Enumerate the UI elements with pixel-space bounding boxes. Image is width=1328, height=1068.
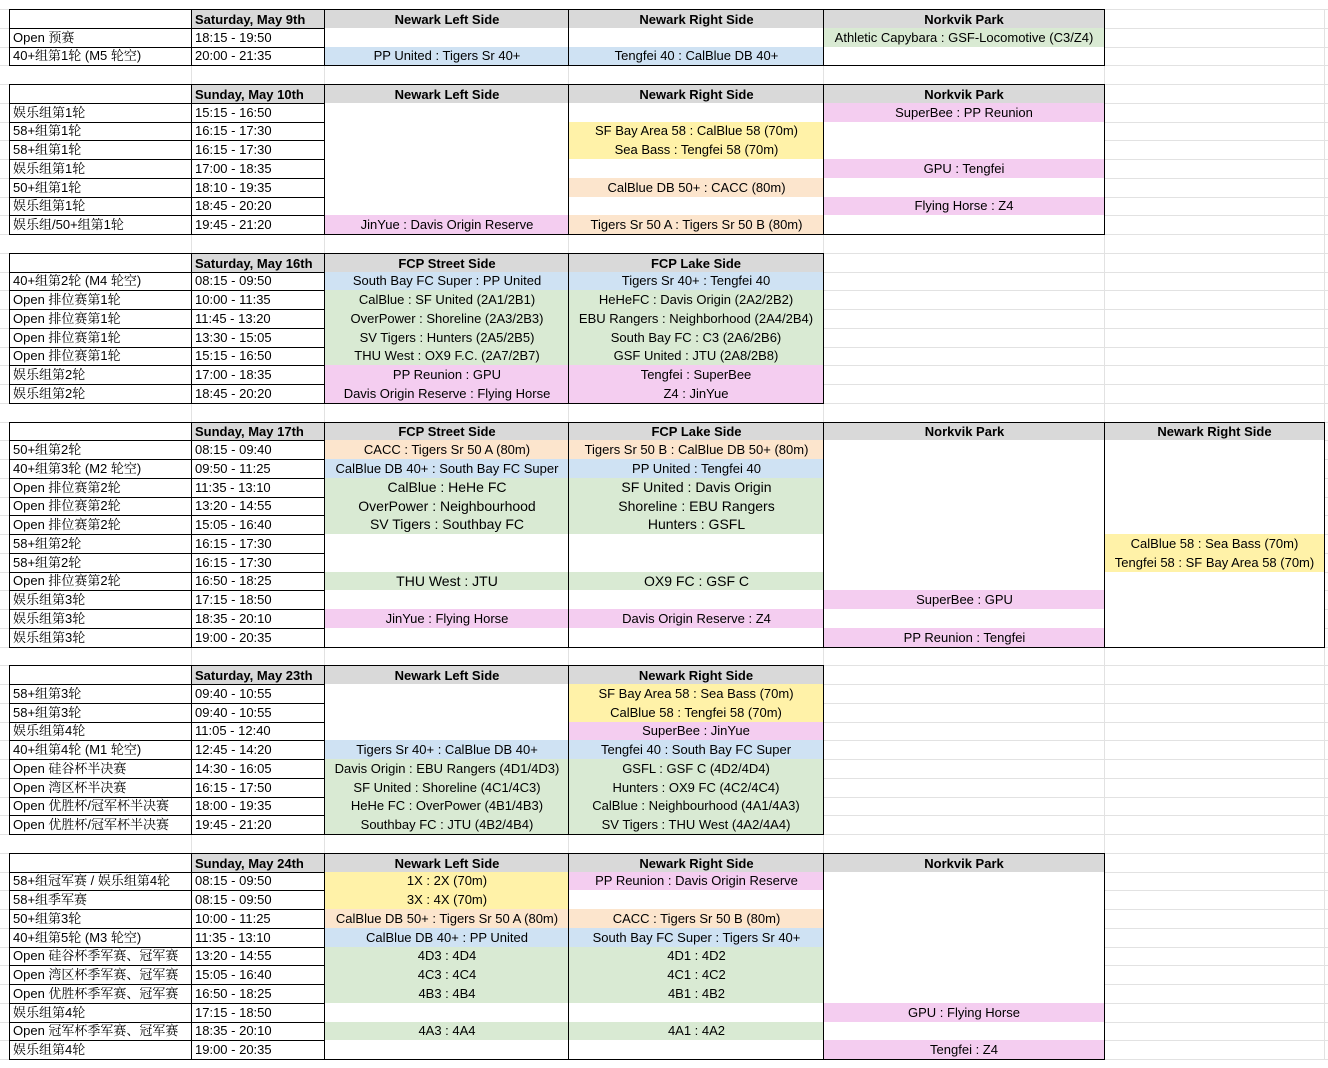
match-cell[interactable]: PP Reunion : Tengfei <box>823 628 1105 648</box>
match-cell[interactable]: Davis Origin : EBU Rangers (4D1/4D3) <box>324 759 569 779</box>
match-cell[interactable]: Hunters : OX9 FC (4C2/4C4) <box>568 778 824 798</box>
match-cell[interactable]: Tigers Sr 40+ : Tengfei 40 <box>568 272 824 291</box>
time-cell[interactable]: 08:15 - 09:50 <box>191 272 325 291</box>
group-cell[interactable]: 58+组冠军赛 / 娱乐组第4轮 <box>9 872 192 891</box>
time-cell[interactable]: 19:45 - 21:20 <box>191 215 325 235</box>
group-cell[interactable]: 40+组第3轮 (M2 轮空) <box>9 459 192 479</box>
time-cell[interactable]: 16:15 - 17:30 <box>191 140 325 160</box>
match-cell[interactable]: 4C3 : 4C4 <box>324 965 569 985</box>
match-cell[interactable]: Davis Origin Reserve : Flying Horse <box>324 384 569 404</box>
match-cell[interactable]: South Bay FC Super : Tigers Sr 40+ <box>568 928 824 948</box>
venue-heading[interactable]: FCP Street Side <box>324 422 569 441</box>
empty-cell[interactable] <box>823 984 1105 1004</box>
time-cell[interactable]: 16:15 - 17:30 <box>191 553 325 573</box>
match-cell[interactable]: Tigers Sr 50 A : Tigers Sr 50 B (80m) <box>568 215 824 235</box>
match-cell[interactable]: PP United : Tengfei 40 <box>568 459 824 479</box>
empty-cell[interactable] <box>823 1022 1105 1041</box>
time-cell[interactable]: 16:15 - 17:50 <box>191 778 325 798</box>
group-cell[interactable]: 58+组第3轮 <box>9 703 192 723</box>
empty-cell[interactable] <box>568 159 824 179</box>
match-cell[interactable]: 4B3 : 4B4 <box>324 984 569 1004</box>
empty-cell[interactable] <box>823 140 1105 160</box>
match-cell[interactable]: CalBlue : SF United (2A1/2B1) <box>324 290 569 310</box>
match-cell[interactable]: SF United : Davis Origin <box>568 478 824 498</box>
time-cell[interactable]: 14:30 - 16:05 <box>191 759 325 779</box>
group-cell[interactable]: Open 排位赛第2轮 <box>9 515 192 535</box>
time-cell[interactable]: 12:45 - 14:20 <box>191 740 325 760</box>
match-cell[interactable]: OverPower : Neighbourhood <box>324 497 569 516</box>
group-cell[interactable]: 40+组第2轮 (M4 轮空) <box>9 272 192 291</box>
time-cell[interactable]: 09:40 - 10:55 <box>191 684 325 704</box>
match-cell[interactable]: CalBlue DB 40+ : PP United <box>324 928 569 948</box>
empty-cell[interactable] <box>324 159 569 179</box>
time-cell[interactable]: 09:50 - 11:25 <box>191 459 325 479</box>
time-cell[interactable]: 15:05 - 16:40 <box>191 965 325 985</box>
time-cell[interactable]: 11:45 - 13:20 <box>191 309 325 329</box>
venue-heading[interactable]: FCP Lake Side <box>568 253 824 273</box>
empty-cell[interactable] <box>568 103 824 123</box>
venue-heading[interactable]: Newark Right Side <box>568 9 824 29</box>
match-cell[interactable]: South Bay FC : C3 (2A6/2B6) <box>568 328 824 348</box>
venue-heading[interactable]: Newark Right Side <box>568 665 824 685</box>
empty-cell[interactable] <box>823 553 1105 573</box>
header-blank[interactable] <box>9 84 192 104</box>
empty-cell[interactable] <box>568 1040 824 1060</box>
empty-cell[interactable] <box>1104 590 1325 610</box>
match-cell[interactable]: Tengfei 58 : SF Bay Area 58 (70m) <box>1104 553 1325 573</box>
group-cell[interactable]: Open 冠军杯季军赛、冠军赛 <box>9 1022 192 1041</box>
match-cell[interactable]: HeHeFC : Davis Origin (2A2/2B2) <box>568 290 824 310</box>
match-cell[interactable]: Tigers Sr 40+ : CalBlue DB 40+ <box>324 740 569 760</box>
header-blank[interactable] <box>9 853 192 873</box>
match-cell[interactable]: CalBlue : Neighbourhood (4A1/4A3) <box>568 797 824 816</box>
empty-cell[interactable] <box>823 178 1105 198</box>
group-cell[interactable]: Open 排位赛第2轮 <box>9 497 192 516</box>
empty-cell[interactable] <box>324 1003 569 1023</box>
time-cell[interactable]: 11:35 - 13:10 <box>191 478 325 498</box>
empty-cell[interactable] <box>823 459 1105 479</box>
date-heading[interactable]: Saturday, May 23th <box>191 665 325 685</box>
match-cell[interactable]: GSF United : JTU (2A8/2B8) <box>568 347 824 366</box>
match-cell[interactable]: JinYue : Davis Origin Reserve <box>324 215 569 235</box>
group-cell[interactable]: 娱乐组第3轮 <box>9 590 192 610</box>
match-cell[interactable]: 4B1 : 4B2 <box>568 984 824 1004</box>
time-cell[interactable]: 10:00 - 11:35 <box>191 290 325 310</box>
time-cell[interactable]: 08:15 - 09:50 <box>191 872 325 891</box>
group-cell[interactable]: 50+组第3轮 <box>9 909 192 929</box>
time-cell[interactable]: 18:35 - 20:10 <box>191 1022 325 1041</box>
match-cell[interactable]: 4C1 : 4C2 <box>568 965 824 985</box>
group-cell[interactable]: Open 硅谷杯半决赛 <box>9 759 192 779</box>
match-cell[interactable]: PP United : Tigers Sr 40+ <box>324 47 569 66</box>
group-cell[interactable]: Open 排位赛第2轮 <box>9 478 192 498</box>
empty-cell[interactable] <box>324 722 569 741</box>
empty-cell[interactable] <box>823 440 1105 460</box>
empty-cell[interactable] <box>568 1003 824 1023</box>
group-cell[interactable]: 50+组第2轮 <box>9 440 192 460</box>
empty-cell[interactable] <box>568 553 824 573</box>
group-cell[interactable]: 娱乐组第4轮 <box>9 722 192 741</box>
match-cell[interactable]: OX9 FC : GSF C <box>568 572 824 591</box>
match-cell[interactable]: Tengfei : SuperBee <box>568 365 824 385</box>
time-cell[interactable]: 18:10 - 19:35 <box>191 178 325 198</box>
group-cell[interactable]: Open 湾区杯半决赛 <box>9 778 192 798</box>
venue-heading[interactable]: Newark Left Side <box>324 665 569 685</box>
match-cell[interactable]: CalBlue : HeHe FC <box>324 478 569 498</box>
match-cell[interactable]: Sea Bass : Tengfei 58 (70m) <box>568 140 824 160</box>
match-cell[interactable]: CalBlue DB 50+ : CACC (80m) <box>568 178 824 198</box>
group-cell[interactable]: Open 排位赛第2轮 <box>9 572 192 591</box>
match-cell[interactable]: Davis Origin Reserve : Z4 <box>568 609 824 629</box>
match-cell[interactable]: CalBlue 58 : Sea Bass (70m) <box>1104 534 1325 554</box>
match-cell[interactable]: GPU : Flying Horse <box>823 1003 1105 1023</box>
venue-heading[interactable]: Newark Right Side <box>568 84 824 104</box>
venue-heading[interactable]: Newark Right Side <box>1104 422 1325 441</box>
empty-cell[interactable] <box>823 965 1105 985</box>
match-cell[interactable]: Athletic Capybara : GSF-Locomotive (C3/Z4) <box>823 28 1105 48</box>
header-blank[interactable] <box>9 422 192 441</box>
match-cell[interactable]: 4A3 : 4A4 <box>324 1022 569 1041</box>
time-cell[interactable]: 16:15 - 17:30 <box>191 534 325 554</box>
match-cell[interactable]: 4A1 : 4A2 <box>568 1022 824 1041</box>
match-cell[interactable]: South Bay FC Super : PP United <box>324 272 569 291</box>
group-cell[interactable]: Open 排位赛第1轮 <box>9 309 192 329</box>
group-cell[interactable]: 58+组第2轮 <box>9 553 192 573</box>
group-cell[interactable]: Open 排位赛第1轮 <box>9 290 192 310</box>
time-cell[interactable]: 18:35 - 20:10 <box>191 609 325 629</box>
empty-cell[interactable] <box>823 534 1105 554</box>
match-cell[interactable]: SuperBee : JinYue <box>568 722 824 741</box>
time-cell[interactable]: 10:00 - 11:25 <box>191 909 325 929</box>
empty-cell[interactable] <box>324 628 569 648</box>
group-cell[interactable]: 58+组第2轮 <box>9 534 192 554</box>
match-cell[interactable]: SV Tigers : Hunters (2A5/2B5) <box>324 328 569 348</box>
empty-cell[interactable] <box>823 609 1105 629</box>
time-cell[interactable]: 17:15 - 18:50 <box>191 1003 325 1023</box>
empty-cell[interactable] <box>568 890 824 910</box>
group-cell[interactable]: Open 排位赛第1轮 <box>9 328 192 348</box>
empty-cell[interactable] <box>823 515 1105 535</box>
time-cell[interactable]: 16:50 - 18:25 <box>191 984 325 1004</box>
empty-cell[interactable] <box>1104 478 1325 498</box>
empty-cell[interactable] <box>324 178 569 198</box>
empty-cell[interactable] <box>324 140 569 160</box>
empty-cell[interactable] <box>568 28 824 48</box>
group-cell[interactable]: 40+组第4轮 (M1 轮空) <box>9 740 192 760</box>
match-cell[interactable]: HeHe FC : OverPower (4B1/4B3) <box>324 797 569 816</box>
header-blank[interactable] <box>9 9 192 29</box>
match-cell[interactable]: CACC : Tigers Sr 50 A (80m) <box>324 440 569 460</box>
venue-heading[interactable]: Norkvik Park <box>823 422 1105 441</box>
group-cell[interactable]: 58+组第1轮 <box>9 122 192 141</box>
match-cell[interactable]: 3X : 4X (70m) <box>324 890 569 910</box>
empty-cell[interactable] <box>324 553 569 573</box>
empty-cell[interactable] <box>324 534 569 554</box>
match-cell[interactable]: SV Tigers : THU West (4A2/4A4) <box>568 815 824 835</box>
group-cell[interactable]: 58+组第1轮 <box>9 140 192 160</box>
time-cell[interactable]: 13:20 - 14:55 <box>191 947 325 966</box>
empty-cell[interactable] <box>823 890 1105 910</box>
header-blank[interactable] <box>9 665 192 685</box>
time-cell[interactable]: 19:00 - 20:35 <box>191 1040 325 1060</box>
empty-cell[interactable] <box>823 215 1105 235</box>
group-cell[interactable]: 娱乐组第2轮 <box>9 365 192 385</box>
empty-cell[interactable] <box>324 122 569 141</box>
time-cell[interactable]: 09:40 - 10:55 <box>191 703 325 723</box>
time-cell[interactable]: 19:45 - 21:20 <box>191 815 325 835</box>
group-cell[interactable]: Open 优胜杯季军赛、冠军赛 <box>9 984 192 1004</box>
match-cell[interactable]: Tengfei 40 : South Bay FC Super <box>568 740 824 760</box>
time-cell[interactable]: 17:00 - 18:35 <box>191 159 325 179</box>
group-cell[interactable]: 娱乐组第4轮 <box>9 1040 192 1060</box>
time-cell[interactable]: 08:15 - 09:50 <box>191 890 325 910</box>
group-cell[interactable]: 娱乐组第3轮 <box>9 609 192 629</box>
time-cell[interactable]: 15:15 - 16:50 <box>191 103 325 123</box>
empty-cell[interactable] <box>568 590 824 610</box>
match-cell[interactable]: CalBlue DB 40+ : South Bay FC Super <box>324 459 569 479</box>
match-cell[interactable]: SF Bay Area 58 : Sea Bass (70m) <box>568 684 824 704</box>
venue-heading[interactable]: Norkvik Park <box>823 84 1105 104</box>
empty-cell[interactable] <box>324 1040 569 1060</box>
empty-cell[interactable] <box>1104 440 1325 460</box>
match-cell[interactable]: 1X : 2X (70m) <box>324 872 569 891</box>
time-cell[interactable]: 13:30 - 15:05 <box>191 328 325 348</box>
empty-cell[interactable] <box>823 872 1105 891</box>
match-cell[interactable]: Tengfei : Z4 <box>823 1040 1105 1060</box>
group-cell[interactable]: 40+组第5轮 (M3 轮空) <box>9 928 192 948</box>
match-cell[interactable]: EBU Rangers : Neighborhood (2A4/2B4) <box>568 309 824 329</box>
header-blank[interactable] <box>9 253 192 273</box>
empty-cell[interactable] <box>823 47 1105 66</box>
match-cell[interactable]: CACC : Tigers Sr 50 B (80m) <box>568 909 824 929</box>
match-cell[interactable]: PP Reunion : Davis Origin Reserve <box>568 872 824 891</box>
group-cell[interactable]: Open 优胜杯/冠军杯半决赛 <box>9 797 192 816</box>
empty-cell[interactable] <box>823 122 1105 141</box>
time-cell[interactable]: 17:00 - 18:35 <box>191 365 325 385</box>
match-cell[interactable]: GPU : Tengfei <box>823 159 1105 179</box>
time-cell[interactable]: 18:15 - 19:50 <box>191 28 325 48</box>
group-cell[interactable]: 50+组第1轮 <box>9 178 192 198</box>
date-heading[interactable]: Sunday, May 24th <box>191 853 325 873</box>
date-heading[interactable]: Sunday, May 17th <box>191 422 325 441</box>
time-cell[interactable]: 15:05 - 16:40 <box>191 515 325 535</box>
group-cell[interactable]: 娱乐组第1轮 <box>9 197 192 216</box>
time-cell[interactable]: 16:50 - 18:25 <box>191 572 325 591</box>
group-cell[interactable]: Open 优胜杯/冠军杯半决赛 <box>9 815 192 835</box>
empty-cell[interactable] <box>823 497 1105 516</box>
time-cell[interactable]: 08:15 - 09:40 <box>191 440 325 460</box>
match-cell[interactable]: 4D3 : 4D4 <box>324 947 569 966</box>
match-cell[interactable]: OverPower : Shoreline (2A3/2B3) <box>324 309 569 329</box>
time-cell[interactable]: 18:45 - 20:20 <box>191 384 325 404</box>
empty-cell[interactable] <box>1104 628 1325 648</box>
time-cell[interactable]: 13:20 - 14:55 <box>191 497 325 516</box>
venue-heading[interactable]: Newark Right Side <box>568 853 824 873</box>
group-cell[interactable]: 娱乐组第1轮 <box>9 159 192 179</box>
group-cell[interactable]: 娱乐组第1轮 <box>9 103 192 123</box>
date-heading[interactable]: Saturday, May 16th <box>191 253 325 273</box>
time-cell[interactable]: 18:00 - 19:35 <box>191 797 325 816</box>
venue-heading[interactable]: FCP Street Side <box>324 253 569 273</box>
empty-cell[interactable] <box>324 684 569 704</box>
match-cell[interactable]: Southbay FC : JTU (4B2/4B4) <box>324 815 569 835</box>
match-cell[interactable]: THU West : JTU <box>324 572 569 591</box>
empty-cell[interactable] <box>823 909 1105 929</box>
group-cell[interactable]: 娱乐组第2轮 <box>9 384 192 404</box>
match-cell[interactable]: SF United : Shoreline (4C1/4C3) <box>324 778 569 798</box>
group-cell[interactable]: 娱乐组第3轮 <box>9 628 192 648</box>
match-cell[interactable]: 4D1 : 4D2 <box>568 947 824 966</box>
empty-cell[interactable] <box>1104 497 1325 516</box>
venue-heading[interactable]: Newark Left Side <box>324 84 569 104</box>
empty-cell[interactable] <box>324 103 569 123</box>
empty-cell[interactable] <box>1104 609 1325 629</box>
empty-cell[interactable] <box>823 928 1105 948</box>
time-cell[interactable]: 18:45 - 20:20 <box>191 197 325 216</box>
group-cell[interactable]: Open 排位赛第1轮 <box>9 347 192 366</box>
empty-cell[interactable] <box>324 590 569 610</box>
group-cell[interactable]: Open 湾区杯季军赛、冠军赛 <box>9 965 192 985</box>
date-heading[interactable]: Sunday, May 10th <box>191 84 325 104</box>
match-cell[interactable]: JinYue : Flying Horse <box>324 609 569 629</box>
match-cell[interactable]: SuperBee : PP Reunion <box>823 103 1105 123</box>
venue-heading[interactable]: Newark Left Side <box>324 9 569 29</box>
group-cell[interactable]: 58+组季军赛 <box>9 890 192 910</box>
empty-cell[interactable] <box>568 628 824 648</box>
empty-cell[interactable] <box>324 197 569 216</box>
empty-cell[interactable] <box>823 947 1105 966</box>
time-cell[interactable]: 11:05 - 12:40 <box>191 722 325 741</box>
empty-cell[interactable] <box>823 572 1105 591</box>
match-cell[interactable]: GSFL : GSF C (4D2/4D4) <box>568 759 824 779</box>
time-cell[interactable]: 16:15 - 17:30 <box>191 122 325 141</box>
match-cell[interactable]: Z4 : JinYue <box>568 384 824 404</box>
empty-cell[interactable] <box>1104 572 1325 591</box>
group-cell[interactable]: 娱乐组第4轮 <box>9 1003 192 1023</box>
venue-heading[interactable]: FCP Lake Side <box>568 422 824 441</box>
match-cell[interactable]: Tengfei 40 : CalBlue DB 40+ <box>568 47 824 66</box>
time-cell[interactable]: 20:00 - 21:35 <box>191 47 325 66</box>
match-cell[interactable]: Flying Horse : Z4 <box>823 197 1105 216</box>
empty-cell[interactable] <box>568 197 824 216</box>
time-cell[interactable]: 17:15 - 18:50 <box>191 590 325 610</box>
empty-cell[interactable] <box>324 703 569 723</box>
match-cell[interactable]: SF Bay Area 58 : CalBlue 58 (70m) <box>568 122 824 141</box>
group-cell[interactable]: 58+组第3轮 <box>9 684 192 704</box>
match-cell[interactable]: Shoreline : EBU Rangers <box>568 497 824 516</box>
group-cell[interactable]: 40+组第1轮 (M5 轮空) <box>9 47 192 66</box>
match-cell[interactable]: Tigers Sr 50 B : CalBlue DB 50+ (80m) <box>568 440 824 460</box>
match-cell[interactable]: THU West : OX9 F.C. (2A7/2B7) <box>324 347 569 366</box>
empty-cell[interactable] <box>823 478 1105 498</box>
date-heading[interactable]: Saturday, May 9th <box>191 9 325 29</box>
match-cell[interactable]: CalBlue DB 50+ : Tigers Sr 50 A (80m) <box>324 909 569 929</box>
time-cell[interactable]: 19:00 - 20:35 <box>191 628 325 648</box>
venue-heading[interactable]: Newark Left Side <box>324 853 569 873</box>
venue-heading[interactable]: Norkvik Park <box>823 853 1105 873</box>
match-cell[interactable]: Hunters : GSFL <box>568 515 824 535</box>
empty-cell[interactable] <box>568 534 824 554</box>
group-cell[interactable]: Open 硅谷杯季军赛、冠军赛 <box>9 947 192 966</box>
time-cell[interactable]: 15:15 - 16:50 <box>191 347 325 366</box>
group-cell[interactable]: Open 预赛 <box>9 28 192 48</box>
venue-heading[interactable]: Norkvik Park <box>823 9 1105 29</box>
match-cell[interactable]: PP Reunion : GPU <box>324 365 569 385</box>
match-cell[interactable]: CalBlue 58 : Tengfei 58 (70m) <box>568 703 824 723</box>
match-cell[interactable]: SuperBee : GPU <box>823 590 1105 610</box>
empty-cell[interactable] <box>1104 459 1325 479</box>
empty-cell[interactable] <box>324 28 569 48</box>
time-cell[interactable]: 11:35 - 13:10 <box>191 928 325 948</box>
group-cell[interactable]: 娱乐组/50+组第1轮 <box>9 215 192 235</box>
empty-cell[interactable] <box>1104 515 1325 535</box>
match-cell[interactable]: SV Tigers : Southbay FC <box>324 515 569 535</box>
